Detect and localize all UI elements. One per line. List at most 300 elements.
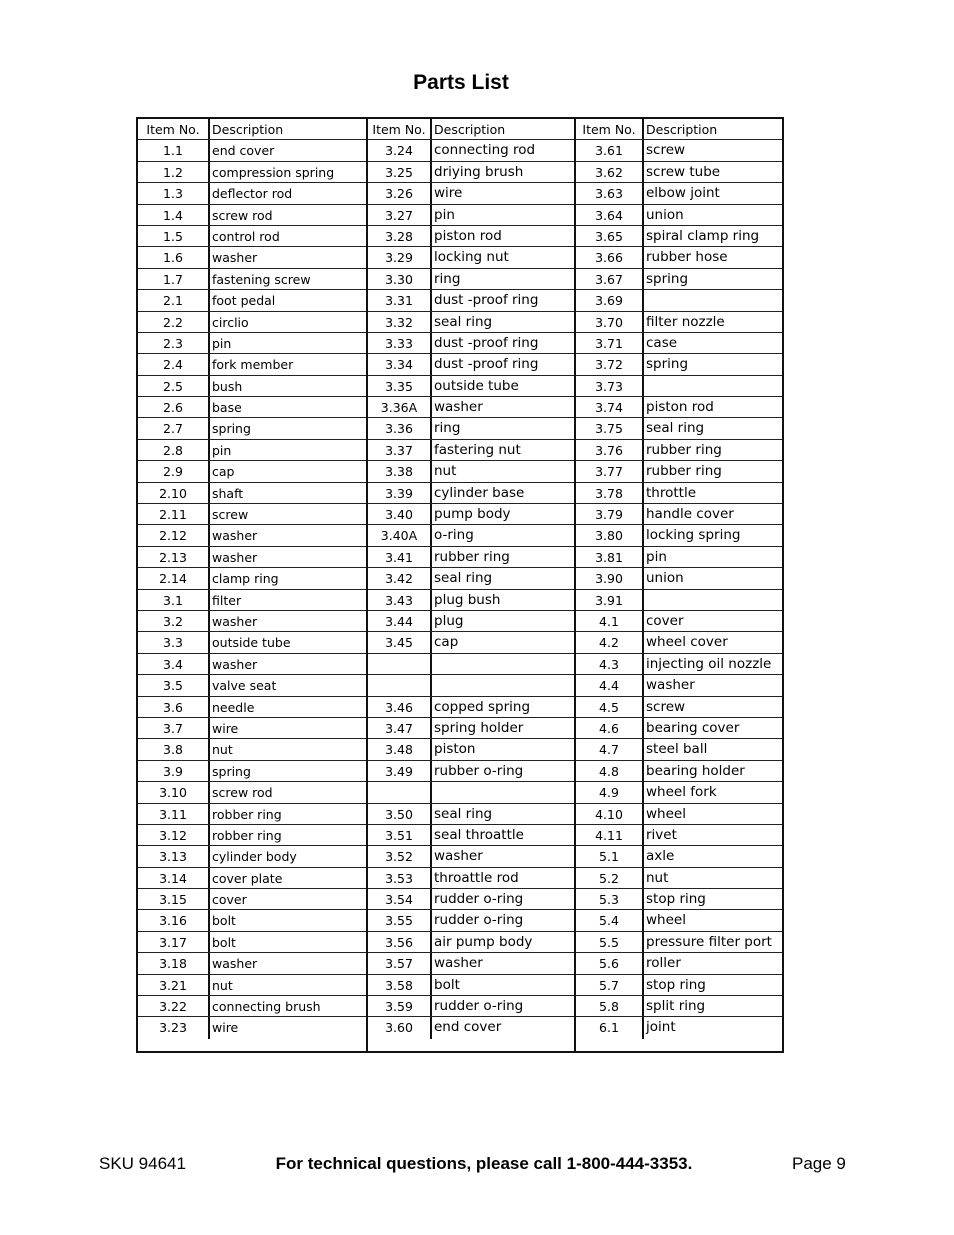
item-number: 1.1: [138, 140, 210, 160]
item-number: 4.11: [576, 825, 644, 845]
item-description: screw rod: [212, 207, 273, 223]
item-number: 4.3: [576, 654, 644, 674]
item-description: throttle: [646, 484, 697, 501]
item-number: 3.61: [576, 140, 644, 160]
table-row: [576, 675, 782, 696]
item-number: 3.63: [576, 183, 644, 203]
table-row: [138, 376, 366, 397]
item-description: washer: [212, 956, 258, 972]
item-description: base: [212, 400, 242, 416]
item-number: 4.1: [576, 611, 644, 631]
item-description: washer: [212, 250, 258, 266]
item-description: seal throattle: [434, 826, 524, 843]
table-row: [368, 739, 574, 760]
table-row: [576, 889, 782, 910]
table-row: [576, 312, 782, 333]
item-description: rubber o-ring: [434, 762, 524, 779]
parts-table: [136, 117, 784, 1053]
item-description: cylinder base: [434, 484, 525, 501]
item-description: rudder o-ring: [434, 891, 524, 908]
item-description: outside tube: [434, 377, 519, 394]
item-description: injecting oil nozzle: [646, 655, 772, 672]
table-row: [138, 247, 366, 268]
item-description: cap: [434, 634, 459, 651]
item-description: pin: [212, 442, 232, 458]
item-number: 3.51: [368, 825, 432, 845]
item-description: locking nut: [434, 249, 509, 266]
table-row: [576, 376, 782, 397]
item-number: 3.10: [138, 782, 210, 802]
item-description: dust -proof ring: [434, 356, 539, 373]
item-number: 6.1: [576, 1017, 644, 1038]
item-description: steel ball: [646, 741, 708, 758]
table-row: [576, 140, 782, 161]
table-row: [576, 654, 782, 675]
table-row: [576, 183, 782, 204]
item-number: 3.48: [368, 739, 432, 759]
item-description: needle: [212, 699, 255, 715]
table-row: [576, 590, 782, 611]
item-number: 4.2: [576, 632, 644, 652]
item-number: 3.24: [368, 140, 432, 160]
item-number: 3.6: [138, 697, 210, 717]
item-number: 3.36A: [368, 397, 432, 417]
item-number: 3.1: [138, 590, 210, 610]
table-row: [368, 611, 574, 632]
table-row: [138, 590, 366, 611]
item-number: 3.30: [368, 269, 432, 289]
item-number: 3.17: [138, 932, 210, 952]
table-row: [138, 868, 366, 889]
item-number: 3.7: [138, 718, 210, 738]
table-row: [138, 782, 366, 803]
item-description: joint: [646, 1019, 676, 1036]
item-number: 3.50: [368, 804, 432, 824]
table-row: [576, 504, 782, 525]
item-description: seal ring: [434, 570, 493, 587]
item-number: 3.47: [368, 718, 432, 738]
table-row: [368, 333, 574, 354]
item-description: bush: [212, 378, 243, 394]
item-number: 3.12: [138, 825, 210, 845]
item-description: bearing cover: [646, 719, 740, 736]
item-description: dust -proof ring: [434, 334, 539, 351]
item-description: control rod: [212, 228, 280, 244]
item-number: 3.3: [138, 632, 210, 652]
table-row: [368, 568, 574, 589]
table-row: [576, 996, 782, 1017]
table-row: [576, 162, 782, 183]
item-number: 1.5: [138, 226, 210, 246]
item-number: 3.53: [368, 868, 432, 888]
item-description: washer: [212, 656, 258, 672]
item-number: 3.74: [576, 397, 644, 417]
item-number: 4.4: [576, 675, 644, 695]
table-row: [138, 525, 366, 546]
item-description: outside tube: [212, 635, 291, 651]
item-description: [432, 654, 574, 674]
table-row: [138, 654, 366, 675]
item-number: 2.10: [138, 483, 210, 503]
table-row: [138, 675, 366, 696]
table-header-row: [138, 119, 366, 140]
table-row: [576, 354, 782, 375]
item-description: [432, 675, 574, 695]
item-number: 3.23: [138, 1017, 210, 1038]
table-row: [368, 654, 574, 675]
table-row: [576, 953, 782, 974]
item-description: washer: [434, 955, 483, 972]
item-number: 3.5: [138, 675, 210, 695]
item-description: spring: [646, 356, 689, 373]
item-number: 3.42: [368, 568, 432, 588]
item-description: dust -proof ring: [434, 292, 539, 309]
table-row: [368, 397, 574, 418]
item-number: 3.28: [368, 226, 432, 246]
table-row: [576, 269, 782, 290]
item-number: 4.5: [576, 697, 644, 717]
item-number: 3.60: [368, 1017, 432, 1038]
item-number: 2.5: [138, 376, 210, 396]
table-row: [368, 782, 574, 803]
item-number: 3.31: [368, 290, 432, 310]
item-number: 3.64: [576, 205, 644, 225]
item-number: 2.6: [138, 397, 210, 417]
table-row: [368, 440, 574, 461]
item-description: nut: [646, 869, 669, 886]
item-description: seal ring: [434, 805, 493, 822]
table-row: [368, 932, 574, 953]
item-number: 3.40A: [368, 525, 432, 545]
item-number: 3.58: [368, 975, 432, 995]
item-description: copped spring: [434, 698, 531, 715]
table-row: [368, 461, 574, 482]
item-number: 3.49: [368, 761, 432, 781]
page-title: Parts List: [413, 71, 509, 94]
table-row: [576, 247, 782, 268]
item-description: plug: [434, 612, 464, 629]
item-number: 3.35: [368, 376, 432, 396]
item-number: 3.38: [368, 461, 432, 481]
item-description: wheel: [646, 912, 686, 929]
table-row: [138, 547, 366, 568]
item-description: deflector rod: [212, 186, 293, 202]
table-row: [368, 162, 574, 183]
table-row: [138, 1017, 366, 1038]
item-description: screw rod: [212, 785, 273, 801]
item-description: split ring: [646, 998, 706, 1015]
item-description: case: [646, 334, 678, 351]
table-row: [138, 825, 366, 846]
item-description: union: [646, 570, 684, 587]
table-row: [368, 718, 574, 739]
item-number: 3.44: [368, 611, 432, 631]
table-row: [576, 804, 782, 825]
parts-column-1: [138, 119, 368, 1051]
item-description: seal ring: [646, 420, 705, 437]
item-description: seal ring: [434, 313, 493, 330]
item-description: nut: [434, 463, 457, 480]
table-row: [138, 312, 366, 333]
item-description: screw: [646, 698, 686, 715]
item-number: 2.8: [138, 440, 210, 460]
item-description: robber ring: [212, 806, 282, 822]
item-description: o-ring: [434, 527, 474, 544]
item-number: 4.7: [576, 739, 644, 759]
item-description: cylinder body: [212, 849, 297, 865]
table-row: [138, 397, 366, 418]
item-number: 3.25: [368, 162, 432, 182]
item-description: circlio: [212, 314, 249, 330]
item-description: spring holder: [434, 719, 524, 736]
table-row: [368, 312, 574, 333]
table-row: [138, 632, 366, 653]
table-row: [576, 461, 782, 482]
table-row: [138, 953, 366, 974]
item-description: ring: [434, 270, 461, 287]
item-description: bolt: [212, 913, 236, 929]
item-no-header: Item No.: [138, 119, 210, 139]
item-description: spiral clamp ring: [646, 227, 760, 244]
table-row: [576, 632, 782, 653]
item-number: 3.40: [368, 504, 432, 524]
item-description: screw tube: [646, 163, 721, 180]
item-number: 3.79: [576, 504, 644, 524]
table-row: [368, 547, 574, 568]
item-description: compression spring: [212, 164, 335, 180]
item-number: 3.52: [368, 846, 432, 866]
item-number: 3.43: [368, 590, 432, 610]
item-number: 3.57: [368, 953, 432, 973]
item-number: 5.4: [576, 910, 644, 930]
table-row: [576, 333, 782, 354]
item-description: piston rod: [434, 227, 502, 244]
table-row: [138, 697, 366, 718]
table-row: [138, 354, 366, 375]
item-description: wheel fork: [646, 784, 717, 801]
table-row: [138, 996, 366, 1017]
table-row: [368, 376, 574, 397]
item-number: 3.34: [368, 354, 432, 374]
item-description: spring: [212, 421, 251, 437]
item-number: 2.7: [138, 418, 210, 438]
table-row: [576, 440, 782, 461]
item-description: fastering nut: [434, 441, 521, 458]
table-row: [576, 932, 782, 953]
table-row: [138, 975, 366, 996]
table-row: [368, 290, 574, 311]
item-description: rubber hose: [646, 249, 728, 266]
item-number: 3.65: [576, 226, 644, 246]
table-row: [368, 804, 574, 825]
sku-label: SKU 94641: [99, 1154, 186, 1173]
table-row: [368, 675, 574, 696]
table-row: [368, 953, 574, 974]
item-number: 3.81: [576, 547, 644, 567]
item-description: bolt: [212, 934, 236, 950]
item-description: driying brush: [434, 163, 524, 180]
item-description: washer: [212, 528, 258, 544]
table-row: [576, 226, 782, 247]
table-header-row: [368, 119, 574, 140]
item-number: 3.55: [368, 910, 432, 930]
item-description: end cover: [212, 143, 275, 159]
item-description: cap: [212, 464, 235, 480]
item-number: 2.4: [138, 354, 210, 374]
item-number: 2.11: [138, 504, 210, 524]
item-description: pin: [434, 206, 455, 223]
table-row: [576, 697, 782, 718]
item-description: stop ring: [646, 976, 706, 993]
table-row: [576, 975, 782, 996]
table-row: [138, 140, 366, 161]
item-number: 3.54: [368, 889, 432, 909]
item-description: fork member: [212, 357, 294, 373]
item-description: valve seat: [212, 678, 277, 694]
item-description: wheel: [646, 805, 686, 822]
table-row: [138, 804, 366, 825]
table-row: [138, 226, 366, 247]
table-row: [368, 910, 574, 931]
item-no-header: Item No.: [368, 119, 432, 139]
item-description: nut: [212, 977, 233, 993]
table-row: [368, 846, 574, 867]
table-row: [576, 418, 782, 439]
table-row: [138, 718, 366, 739]
page-number: Page 9: [792, 1154, 846, 1173]
item-description: filter nozzle: [646, 313, 725, 330]
item-description: locking spring: [646, 527, 741, 544]
item-description: elbow joint: [646, 185, 720, 202]
item-number: 1.2: [138, 162, 210, 182]
table-row: [576, 611, 782, 632]
item-number: 3.41: [368, 547, 432, 567]
item-description: rivet: [646, 826, 677, 843]
item-number: 3.39: [368, 483, 432, 503]
table-row: [138, 440, 366, 461]
item-number: 2.1: [138, 290, 210, 310]
table-row: [368, 525, 574, 546]
table-row: [576, 761, 782, 782]
table-row: [368, 269, 574, 290]
item-description: rudder o-ring: [434, 912, 524, 929]
item-number: 5.6: [576, 953, 644, 973]
table-row: [138, 739, 366, 760]
item-number: 2.3: [138, 333, 210, 353]
item-no-header: Item No.: [576, 119, 644, 139]
item-description: washer: [434, 848, 483, 865]
table-row: [576, 397, 782, 418]
item-number: 1.4: [138, 205, 210, 225]
item-number: 3.56: [368, 932, 432, 952]
item-description: piston rod: [646, 399, 714, 416]
item-number: 3.26: [368, 183, 432, 203]
item-number: 3.2: [138, 611, 210, 631]
table-row: [138, 611, 366, 632]
item-description: union: [646, 206, 684, 223]
item-description: axle: [646, 848, 675, 865]
table-row: [368, 504, 574, 525]
item-description: wire: [212, 720, 239, 736]
table-row: [368, 418, 574, 439]
item-number: 3.90: [576, 568, 644, 588]
table-row: [576, 483, 782, 504]
table-row: [368, 868, 574, 889]
item-number: 3.46: [368, 697, 432, 717]
item-description: connecting brush: [212, 999, 321, 1015]
item-number: 3.91: [576, 590, 644, 610]
item-description: piston: [434, 741, 476, 758]
item-description: pressure filter port: [646, 933, 772, 950]
table-row: [576, 739, 782, 760]
item-description: spring: [212, 763, 251, 779]
item-description: pin: [212, 335, 232, 351]
item-number: 3.14: [138, 868, 210, 888]
table-row: [576, 525, 782, 546]
item-description: screw: [646, 142, 686, 159]
item-description: wheel cover: [646, 634, 728, 651]
table-row: [576, 1017, 782, 1038]
description-header: Description: [434, 122, 506, 137]
table-row: [368, 1017, 574, 1038]
item-number: 3.16: [138, 910, 210, 930]
item-description: cover: [646, 612, 684, 629]
table-row: [576, 868, 782, 889]
item-number: 3.36: [368, 418, 432, 438]
item-number: 5.3: [576, 889, 644, 909]
item-number: 3.71: [576, 333, 644, 353]
item-number: 2.14: [138, 568, 210, 588]
item-description: rubber ring: [646, 441, 722, 458]
table-row: [576, 290, 782, 311]
item-number: 5.2: [576, 868, 644, 888]
item-number: 4.10: [576, 804, 644, 824]
item-number: 3.18: [138, 953, 210, 973]
item-number: 3.62: [576, 162, 644, 182]
table-row: [368, 761, 574, 782]
item-number: 3.29: [368, 247, 432, 267]
item-number: 3.9: [138, 761, 210, 781]
table-row: [576, 718, 782, 739]
item-description: pin: [646, 548, 667, 565]
item-number: 3.80: [576, 525, 644, 545]
table-row: [576, 910, 782, 931]
item-number: 4.6: [576, 718, 644, 738]
item-description: filter: [212, 592, 242, 608]
item-description: throattle rod: [434, 869, 519, 886]
item-description: end cover: [434, 1019, 502, 1036]
table-row: [368, 183, 574, 204]
item-number: 3.15: [138, 889, 210, 909]
item-number: 5.1: [576, 846, 644, 866]
table-row: [368, 205, 574, 226]
item-description: washer: [434, 399, 483, 416]
item-number: 3.33: [368, 333, 432, 353]
item-number: 3.78: [576, 483, 644, 503]
table-row: [368, 226, 574, 247]
table-row: [368, 697, 574, 718]
item-number: 5.8: [576, 996, 644, 1016]
item-description: [644, 290, 782, 310]
item-description: foot pedal: [212, 293, 276, 309]
item-number: 3.72: [576, 354, 644, 374]
item-description: pump body: [434, 506, 511, 523]
item-description: plug bush: [434, 591, 501, 608]
table-row: [368, 483, 574, 504]
table-row: [138, 333, 366, 354]
item-number: 3.45: [368, 632, 432, 652]
table-row: [576, 205, 782, 226]
